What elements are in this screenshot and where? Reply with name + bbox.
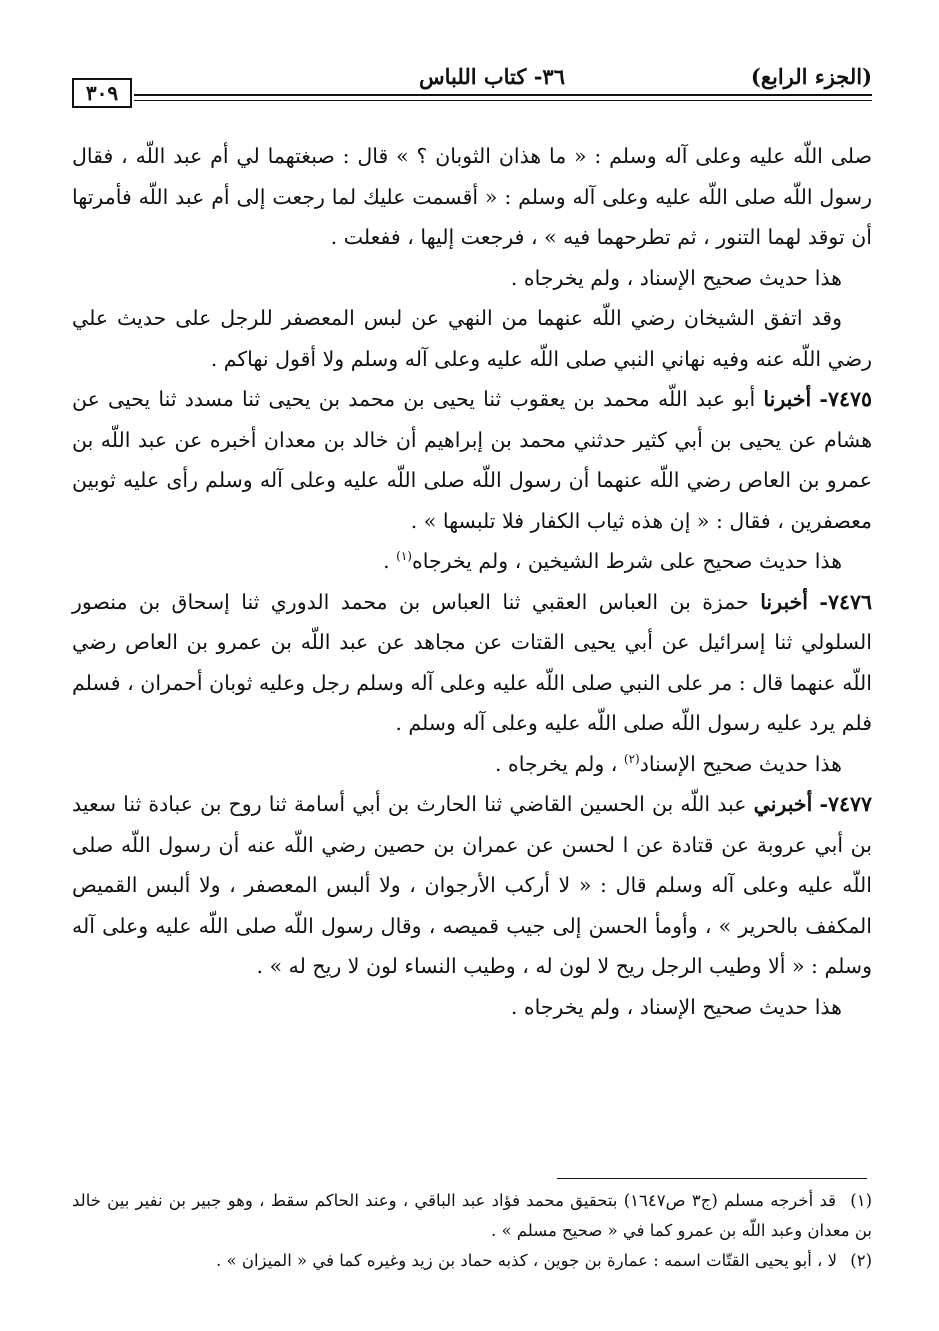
grading-text: هذا حديث صحيح على شرط الشيخين ، ولم يخرجاه — [411, 549, 842, 573]
grading-statement: هذا حديث صحيح الإسناد ، ولم يخرجاه . — [510, 994, 842, 1019]
hadith-lead-word: أخبرنا — [763, 387, 812, 411]
hadith-7475 — [72, 379, 872, 541]
page-number-box — [72, 78, 132, 108]
hadith-number: ٧٤٧٧- — [819, 792, 872, 816]
footnote-marker: (١) — [396, 549, 412, 564]
footnote-text: قد أخرجه مسلم (ج٣ ص١٦٤٧) بتحقيق محمد فؤاد عبد الباقي ، وعند الحاكم سقط ، وهو جبير بن نفير بين خالد بن معدان وعبد اللّه بن عمرو كما في « صحيح مسلم » . — [72, 1191, 872, 1240]
hadith-text: حمزة بن العباس العقبي ثنا العباس بن محمد الدوري ثنا إسحاق بن منصور السلولي ثنا إسرائيل عن أبي يحيى القتات عن مجاهد عن عبد اللّه بن عمرو بن العاص رضي اللّه عنهما قال : مر على النبي صلى اللّه عليه وعلى آله وسلم رجل وعليه ثوبان أحمران ، فسلم فلم يرد عليه رسول اللّه صلى اللّه عليه وعلى آله وسلم . — [72, 589, 872, 735]
footnote-1 — [72, 1186, 872, 1246]
grading-text-end: ، ولم يخرجاه . — [494, 751, 624, 776]
footnote-number: (٢) — [850, 1251, 872, 1270]
footnote-separator — [557, 1178, 867, 1179]
grading-statement — [72, 541, 872, 582]
chapter-title: ٣٦- كتاب اللباس — [419, 64, 565, 89]
commentary-paragraph: وقد اتفق الشيخان رضي اللّه عنهما من النهي عن لبس المعصفر للرجل على حديث علي رضي اللّه عنه وفيه نهاني النبي صلى اللّه عليه وعلى آله وسلم ولا أقول نهاكم . — [72, 306, 872, 371]
footnotes — [72, 1186, 872, 1276]
hadith-number: ٧٤٧٥- — [819, 387, 872, 411]
grading-statement — [72, 744, 872, 785]
page-header — [72, 64, 872, 104]
hadith-lead-word: أخبرني — [753, 792, 813, 816]
grading-statement: هذا حديث صحيح الإسناد ، ولم يخرجاه . — [510, 265, 842, 290]
hadith-number: ٧٤٧٦- — [819, 589, 872, 614]
page-number: ٣٠٩ — [85, 81, 119, 105]
hadith-lead-word: أخبرنا — [760, 589, 809, 614]
hadith-7476 — [72, 582, 872, 744]
hadith-text: عبد اللّه بن الحسين القاضي ثنا الحارث بن أبي أسامة ثنا روح بن عبادة ثنا سعيد بن أبي عروبة عن قتادة عن ا لحسن عن عمران بن حصين رضي اللّه عنه أن رسول اللّه صلى اللّه عليه وعلى آله وسلم قال : « لا أركب الأرجوان ، ولا ألبس المعصفر ، ولا ألبس القميص المكفف بالحرير » ، وأومأ الحسن إلى جيب قميصه ، وقال رسول اللّه صلى اللّه عليه وعلى آله وسلم : « ألا وطيب الرجل ريح لا لون له ، وطيب النساء لون لا ريح له » . — [72, 792, 872, 978]
footnote-number: (١) — [850, 1191, 872, 1210]
hadith-7477 — [72, 784, 872, 987]
hadith-text: أبو عبد اللّه محمد بن يعقوب ثنا يحيى بن محمد بن يحيى ثنا مسدد ثنا يحيى عن هشام عن يحيى بن أبي كثير حدثني محمد بن إبراهيم أن خالد بن معدان أخبره عن عبد اللّه بن عمرو بن العاص رضي اللّه عنهما أن رسول اللّه صلى اللّه عليه وعلى آله وسلم رأى عليه ثوبين معصفرين ، فقال : « إن هذه ثياب الكفار فلا تلبسها » . — [72, 387, 872, 533]
footnote-marker: (٢) — [623, 751, 640, 766]
grading-text-end: . — [383, 549, 397, 573]
grading-text: هذا حديث صحيح الإسناد — [639, 751, 842, 776]
main-text — [72, 136, 872, 1027]
volume-label: (الجزء الرابع) — [750, 64, 872, 89]
footnote-2 — [72, 1246, 872, 1276]
header-rule-thin — [134, 100, 872, 101]
header-rule — [134, 94, 872, 96]
footnote-text: لا ، أبو يحيى القتّات اسمه : عمارة بن جوين ، كذبه حماد بن زيد وغيره كما في « الميزان » . — [216, 1251, 837, 1270]
paragraph-continuation: صلى اللّه عليه وعلى آله وسلم : « ما هذان الثوبان ؟ » قال : صبغتهما لي أم عبد اللّه ، فقال رسول اللّه صلى اللّه عليه وعلى آله وسلم : « أقسمت عليك لما رجعت إلى أم عبد اللّه فأمرتها أن توقد لهما التنور ، ثم تطرحهما فيه » ، فرجعت إليها ، ففعلت . — [72, 144, 872, 249]
